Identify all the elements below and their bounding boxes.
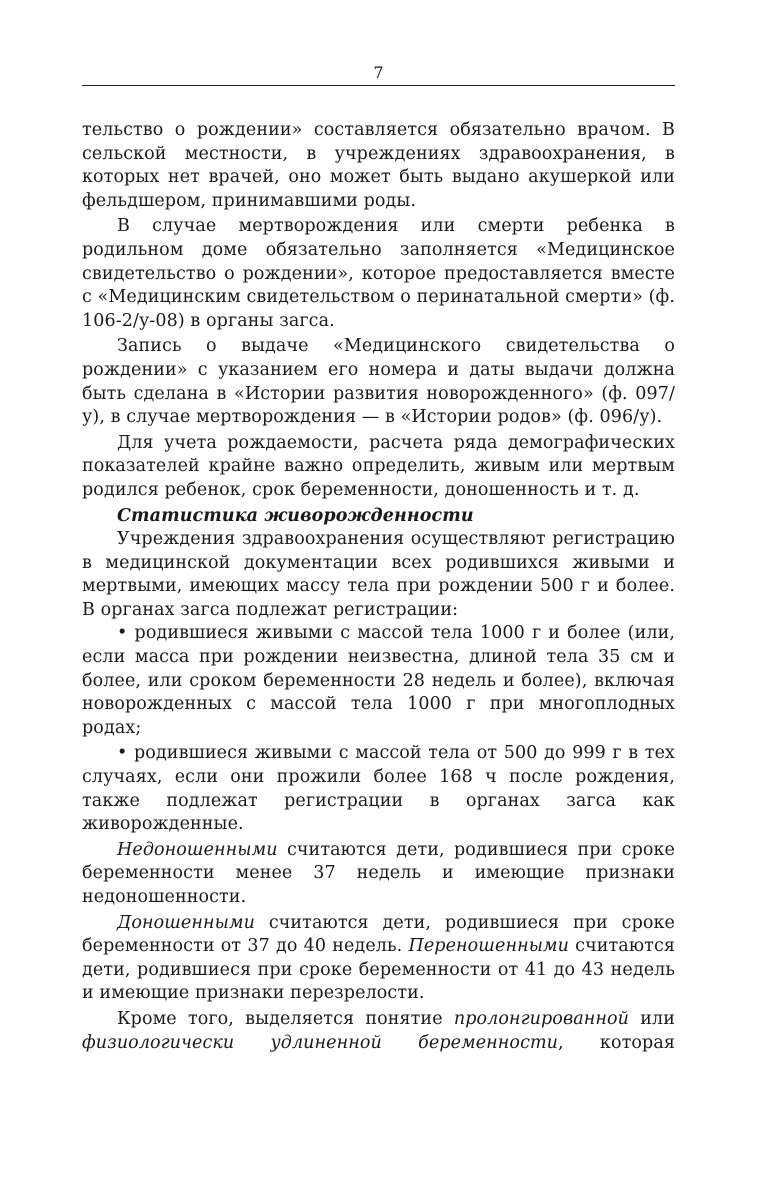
term-physiological: физиологически удлиненной беременности [82, 1032, 559, 1053]
paragraph-preterm [82, 839, 675, 910]
bullet-item-500-999g: • родившиеся живыми с массой тела от 500 до 999 г в тех случаях, если они прожили более 168 ч после рождения, также подлежат регистрации в органах загса как живорожденные. [82, 743, 675, 835]
term-fullterm: Доношенными [117, 912, 255, 933]
page-number: 7 [373, 63, 384, 82]
paragraph-prolonged-start: Кроме того, выделяется понятие [117, 1008, 454, 1029]
term-postterm: Переношенными [408, 936, 570, 957]
section-heading: Статистика живорожденности [117, 505, 474, 526]
book-page [82, 0, 675, 1055]
paragraph-prolonged-conj: или [629, 1008, 675, 1029]
paragraph-stillbirth: В случае мертворождения или смерти ребенка в родильном доме обязательно заполняется «Медицинское свидетельство о рождении», которое предоставляется вместе с «Медицинским свидетельством о перинатальной смерти» (ф. 106-2/у-08) в органы загса. [82, 216, 675, 331]
paragraph-record-issue: Запись о выдаче «Медицинского свидетельства о рождении» с указанием его номера и даты выдачи должна быть сделана в «Истории развития новорожденного» (ф. 097/у), в случае мертворождения — в «Истории родов» (ф. 096/у). [82, 336, 675, 428]
paragraph-birth-rate: Для учета рождаемости, расчета ряда демографических показателей крайне важно определить, живым или мертвым родился ребенок, срок беременности, доношенность и т. д. [82, 432, 675, 500]
paragraph-prolonged-end: , которая [558, 1032, 675, 1053]
term-preterm: Недоношенными [117, 839, 278, 860]
term-prolonged: пролонгированной [453, 1008, 630, 1029]
paragraph-postterm-text: считаются дети, родившиеся при сроке беременности от 41 до 43 недель и имеющие признаки перезрелости. [82, 936, 675, 1004]
paragraph-prolonged [82, 1008, 675, 1055]
paragraph-fullterm-text: считаются дети, родившиеся при сроке беременности от 37 до 40 недель. [82, 912, 675, 957]
paragraph-preterm-text: считаются дети, родившиеся при сроке беременности менее 37 недель и имеющие признаки недоношенности. [82, 839, 675, 907]
page-body [82, 119, 675, 1055]
paragraph-continuation: тельство о рождении» составляется обязательно врачом. В сельской местности, в учреждениях здравоохранения, в которых нет врачей, оно может быть выдано акушеркой или фельдшером, принимавшими роды. [82, 120, 675, 211]
bullet-item-1000g: • родившиеся живыми с массой тела 1000 г и более (или, если масса при рождении неизвестна, длиной тела 35 см и более, или сроком беременности 28 недель и более), включая новорожденных с массой тела 1000 г при многоплодных родах; [82, 623, 675, 738]
paragraph-fullterm [82, 912, 675, 1006]
header-rule [82, 85, 675, 86]
paragraph-registration: Учреждения здравоохранения осуществляют регистрацию в медицинской документации всех родившихся живыми и мертвыми, имеющих массу тела при рождении 500 г и более. В органах загса подлежат регистрации: [82, 529, 675, 620]
